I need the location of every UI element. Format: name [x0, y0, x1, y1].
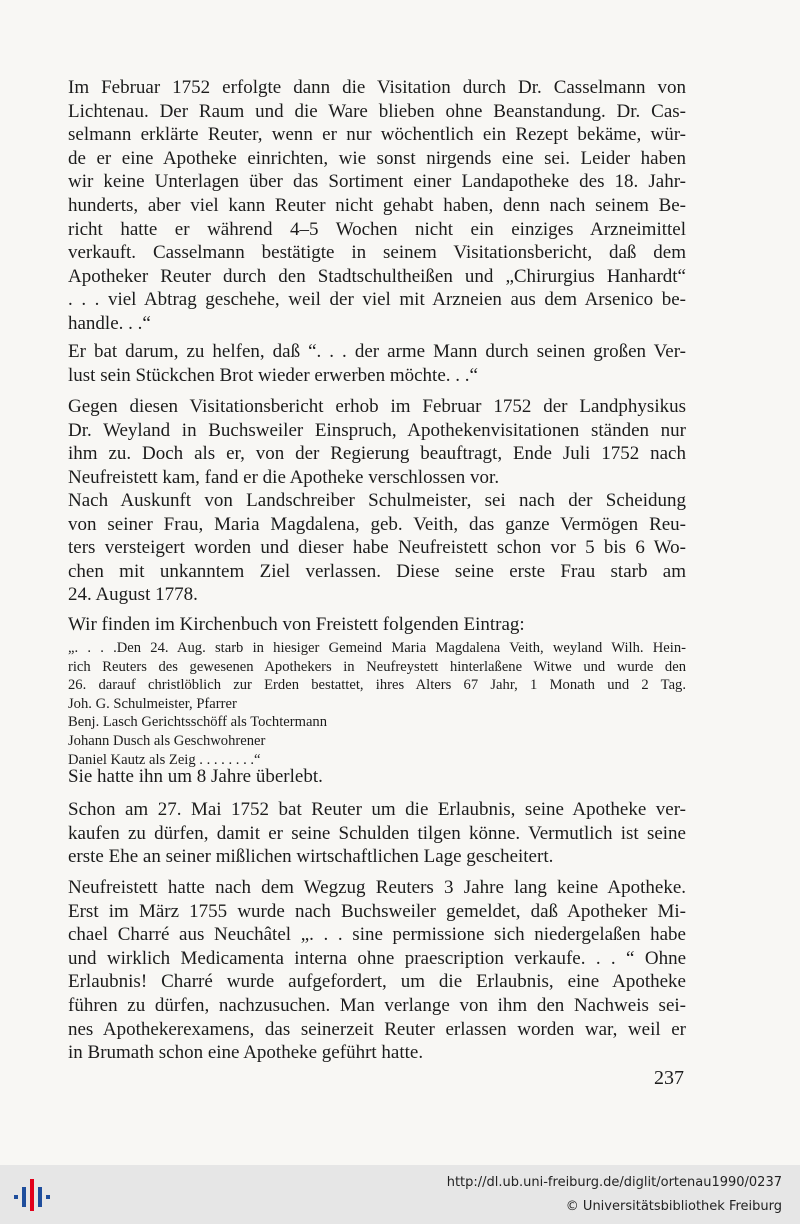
text-line: richt hatte er während 4–5 Wochen nicht ein einziges Arzneimittel [68, 218, 686, 240]
paragraph-7 [68, 798, 686, 869]
paragraph-8 [68, 876, 686, 1065]
text-line: führen zu dürfen, nachzusuchen. Man verlange von ihm den Nachweis sei- [68, 994, 686, 1016]
quote-signature: Daniel Kautz als Zeig . . . . . . . .“ [68, 751, 261, 768]
text-line: und wirklich Medicamenta interna ohne praescription verkaufe. . . “ Ohne [68, 947, 686, 969]
quote-line: „. . . .Den 24. Aug. starb in hiesiger Gemeind Maria Magdalena Veith, weyland Wilh. Hein- [68, 640, 686, 656]
text-line: Schon am 27. Mai 1752 bat Reuter um die Erlaubnis, seine Apotheke ver- [68, 799, 686, 820]
text-line: . . . viel Abtrag geschehe, weil der viel mit Arzneien aus dem Arsenico be- [68, 289, 686, 311]
church-register-quote [68, 639, 686, 769]
text-line: Dr. Weyland in Buchsweiler Einspruch, Apothekenvisitationen ständen nur [68, 419, 686, 441]
text-line: Nach Auskunft von Landschreiber Schulmeister, sei nach der Scheidung [68, 490, 686, 511]
text-line: 24. August 1778. [68, 584, 198, 606]
page-number: 237 [654, 1067, 684, 1089]
quote-line: 26. darauf christlöblich zur Erden bestattet, ihres Alters 67 Jahr, 1 Monath und 2 Tag. [68, 677, 686, 694]
text-line: de er eine Apotheke einrichten, wie sonst nirgends eine sei. Leider haben [68, 147, 686, 169]
text-line: ters versteigert worden und dieser habe Neufreistett schon vor 5 bis 6 Wo- [68, 537, 686, 559]
text-line: Neufreistett kam, fand er die Apotheke verschlossen vor. [68, 466, 500, 488]
text-line: Erst im März 1755 wurde nach Buchsweiler gemeldet, daß Apotheker Mi- [68, 900, 686, 922]
text-line: Sie hatte ihn um 8 Jahre überlebt. [68, 766, 323, 787]
text-line: chael Charré aus Neuchâtel „. . . sine permissione sich niedergelaßen habe [68, 924, 686, 946]
text-line: lust sein Stückchen Brot wieder erwerben möchte. . .“ [68, 364, 478, 386]
text-line: hunderts, aber viel kann Reuter nicht gehabt haben, denn nach seinem Be- [68, 194, 686, 216]
text-line: handle. . .“ [68, 312, 151, 334]
text-line: selmann erklärte Reuter, wenn er nur wöchentlich ein Rezept bekäme, wür- [68, 124, 686, 146]
text-line: Wir finden im Kirchenbuch von Freistett folgenden Eintrag: [68, 614, 525, 635]
text-line: chen mit unkanntem Ziel verlassen. Diese seine erste Frau starb am [68, 560, 686, 582]
paragraph-4 [68, 489, 686, 607]
text-line: Neufreistett hatte nach dem Wegzug Reuters 3 Jahre lang keine Apotheke. [68, 877, 686, 898]
text-line: Gegen diesen Visitationsbericht erhob im Februar 1752 der Landphysikus [68, 396, 686, 417]
ub-freiburg-logo-icon [12, 1177, 52, 1213]
text-line: erste Ehe an seiner mißlichen wirtschaftlichen Lage gescheitert. [68, 846, 554, 868]
text-line: verkauft. Casselmann bestätigte in seinem Visitationsbericht, daß dem [68, 242, 686, 264]
paragraph-6 [68, 765, 686, 789]
text-line: Er bat darum, zu helfen, daß “. . . der arme Mann durch seinen großen Ver- [68, 341, 686, 362]
text-line: nes Apothekerexamens, das seinerzeit Reuter erlassen worden war, weil er [68, 1018, 686, 1040]
paragraph-2 [68, 340, 686, 387]
text-line: Lichtenau. Der Raum und die Ware blieben ohne Beanstandung. Dr. Cas- [68, 100, 686, 122]
text-line: wir keine Unterlagen über das Sortiment einer Landapotheke des 18. Jahr- [68, 171, 686, 193]
text-line: Apotheker Reuter durch den Stadtschultheißen und „Chirurgius Hanhardt“ [68, 265, 686, 287]
paragraph-3 [68, 395, 686, 489]
copyright-notice: © Universitätsbibliothek Freiburg [565, 1199, 782, 1214]
quote-signature: Johann Dusch als Geschwohrener [68, 732, 266, 749]
quote-signature: Joh. G. Schulmeister, Pfarrer [68, 695, 237, 712]
text-line: von seiner Frau, Maria Magdalena, geb. Veith, das ganze Vermögen Reu- [68, 513, 686, 535]
paragraph-5 [68, 613, 686, 637]
quote-signature: Benj. Lasch Gerichtsschöff als Tochtermann [68, 714, 328, 731]
text-line: kaufen zu dürfen, damit er seine Schulden tilgen könne. Vermutlich ist seine [68, 822, 686, 844]
viewer-footer [0, 1165, 800, 1224]
quote-line: rich Reuters des gewesenen Apothekers in Neufreystett hinterlaßene Witwe und wurde den [68, 658, 686, 675]
paragraph-1 [68, 76, 686, 336]
text-line: Im Februar 1752 erfolgte dann die Visitation durch Dr. Casselmann von [68, 77, 686, 98]
text-line: in Brumath schon eine Apotheke geführt hatte. [68, 1042, 424, 1064]
document-url[interactable]: http://dl.ub.uni-freiburg.de/diglit/ortenau1990/0237 [446, 1175, 782, 1190]
text-line: Erlaubnis! Charré wurde aufgefordert, um die Erlaubnis, eine Apotheke [68, 971, 686, 993]
text-line: ihm zu. Doch als er, von der Regierung beauftragt, Ende Juli 1752 nach [68, 443, 686, 465]
